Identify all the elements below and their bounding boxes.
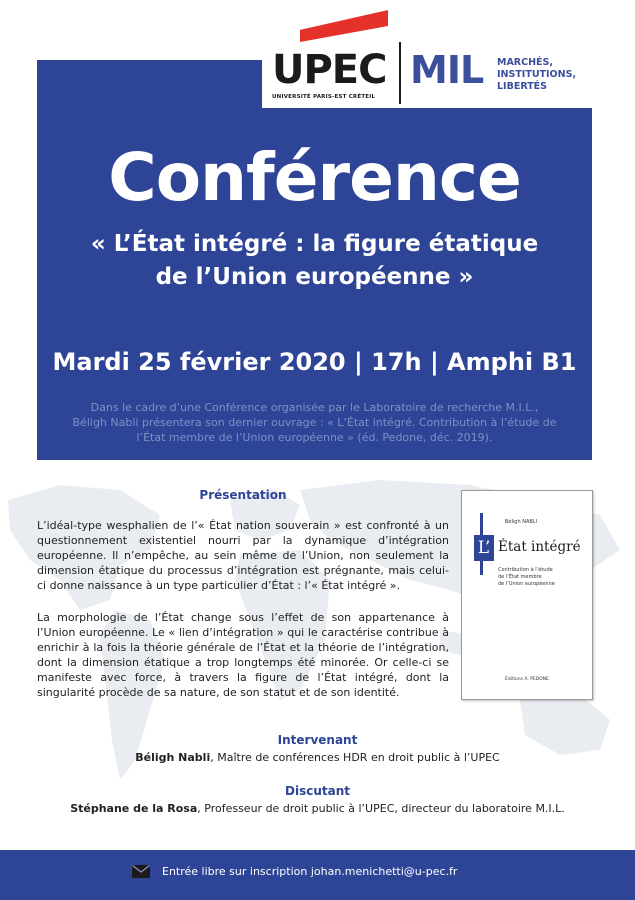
book-author: Béligh NABLI <box>505 519 538 525</box>
event-note-line-3: l’État membre de l’Union européenne » (éd. Pedone, déc. 2019). <box>136 431 493 444</box>
mil-word-libertes: LIBERTÉS <box>497 81 548 92</box>
discussant-role: , Professeur de droit public à l’UPEC, directeur du laboratoire M.I.L. <box>197 802 565 815</box>
event-note-line-2: Béligh Nabli présentera son dernier ouvrage : « L’État intégré. Contribution à l’étude de <box>72 416 557 429</box>
book-subtitle-line-1: Contribution à l’étude <box>498 567 553 573</box>
book-initial: L’ <box>474 535 494 561</box>
event-note <box>52 400 577 445</box>
speaker-name: Béligh Nabli <box>135 751 211 764</box>
upec-logo-text: UPEC <box>272 47 387 93</box>
mil-logo-words <box>497 57 576 93</box>
subtitle-line-2: de l’Union européenne » <box>155 264 474 290</box>
discussant-name: Stéphane de la Rosa <box>70 802 198 815</box>
book-publisher: Éditions A. PEDONE <box>505 677 549 682</box>
presentation-heading: Présentation <box>199 488 287 502</box>
upec-logo-subtitle: UNIVERSITÉ PARIS-EST CRÉTEIL <box>272 94 376 100</box>
book-cover <box>461 490 593 700</box>
mil-word-institutions: INSTITUTIONS, <box>497 69 577 80</box>
registration-info[interactable]: Entrée libre sur inscription johan.menichetti@u-pec.fr <box>162 865 458 878</box>
presentation-paragraph-2: La morphologie de l’État change sous l’effet de son appartenance à l’Union européenne. Le « lien d’intégration » qui le caractérise contribue à enrichir à la fois la théorie générale de l’État et la théorie de l’intégration, dont la dimension étatique a trop longtemps été minorée. Or celle-ci se manifeste avec force, à travers la figure de l’État intégré, dont la singularité procède de sa nature, de son statut et de son identité. <box>37 611 449 699</box>
page-title: Conférence <box>108 139 521 216</box>
speaker-role: , Maître de conférences HDR en droit public à l’UPEC <box>210 751 500 764</box>
logo-divider <box>399 42 401 104</box>
speaker-line <box>0 750 635 765</box>
event-note-line-1: Dans le cadre d’une Conférence organisée par le Laboratoire de recherche M.I.L., <box>90 401 539 414</box>
discussant-line <box>0 801 635 816</box>
book-title: État intégré <box>498 539 581 555</box>
mil-word-marches: MARCHÉS, <box>497 57 553 68</box>
presentation-paragraph-1: L’idéal-type wesphalien de l’« État nation souverain » est confronté à un questionnement existentiel nourri par la dynamique d’intégration européenne. Il n’empêche, au sein même de l’Union, non seulement la dimension étatique du processus d’intégration est prégnante, mais celui-ci donne naissance à un type particulier d’État : l’« État intégré ». <box>37 519 449 592</box>
envelope-icon <box>132 865 150 878</box>
mil-logo-text: MIL <box>410 48 484 92</box>
book-subtitle-line-3: de l’Union européenne <box>498 581 555 587</box>
subtitle-line-1: « L’État intégré : la figure étatique <box>90 231 539 257</box>
conference-subtitle <box>37 228 592 294</box>
discussant-heading: Discutant <box>285 784 350 798</box>
event-date-line: Mardi 25 février 2020 | 17h | Amphi B1 <box>52 348 577 376</box>
book-subtitle-line-2: de l’État membre <box>498 574 542 580</box>
speaker-heading: Intervenant <box>277 733 358 747</box>
book-subtitle <box>498 567 590 588</box>
